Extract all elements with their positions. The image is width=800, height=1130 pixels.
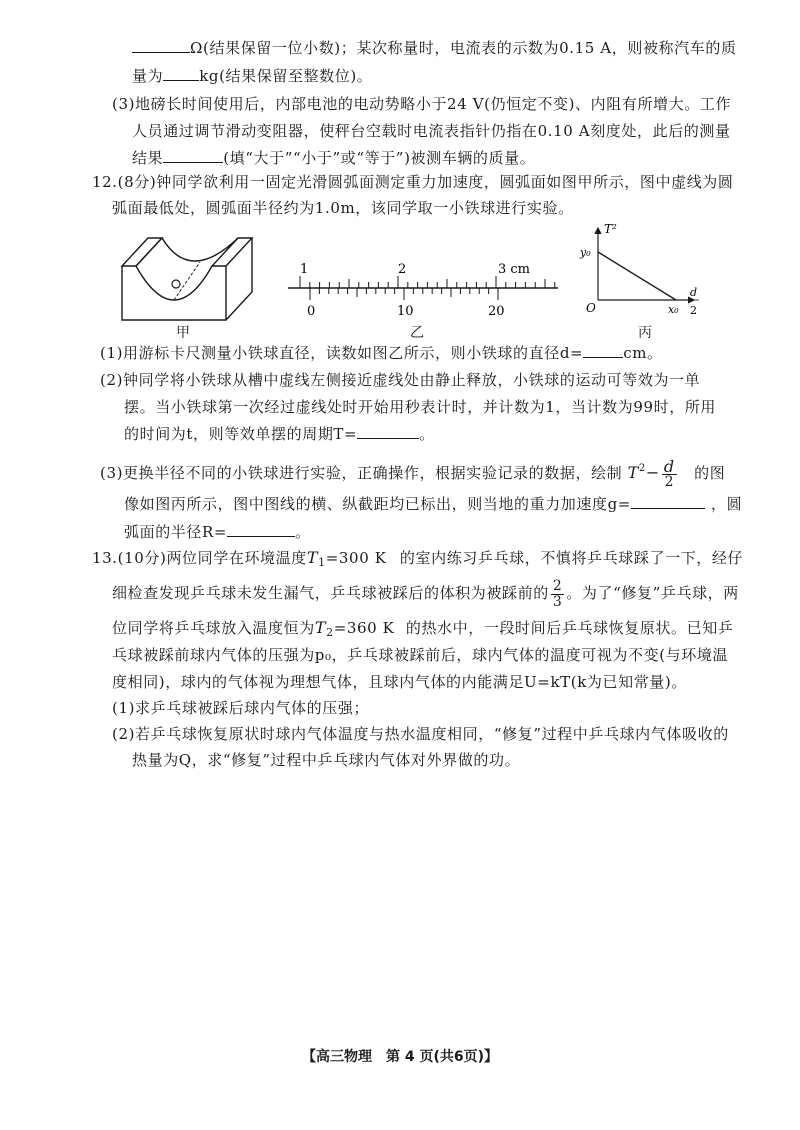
- q12-sub2-line-1: (2)钟同学将小铁球从槽中虚线左侧接近虚线处由静止释放，小铁球的运动可等效为一单: [100, 371, 701, 389]
- figure-jia-arc-block: [118, 224, 258, 324]
- vernier-tick-label: 20: [488, 304, 505, 319]
- q12-sub2-line-2: 摆。当小铁球第一次经过虚线处时开始用秒表计时，并计数为1，当计数为99时，所用: [124, 398, 717, 416]
- q12-sub1: (1)用游标卡尺测量小铁球直径，读数如图乙所示，则小铁球的直径d= cm。: [100, 344, 663, 362]
- q12-sub3-line-3: 弧面的半径R= 。: [124, 523, 311, 541]
- y-axis-label: T²: [604, 222, 617, 236]
- q12-line-2: 弧面最低处，圆弧面半径约为1.0m，该同学取一小铁球进行实验。: [112, 199, 574, 217]
- q13-sub1: (1)求乒乓球被踩后球内气体的压强；: [112, 699, 370, 717]
- iron-ball: [172, 280, 180, 288]
- answer-blank[interactable]: [631, 494, 705, 509]
- prev-line-1: Ω(结果保留一位小数)；某次称量时，电流表的示数为0.15 A，则被称汽车的质: [132, 38, 737, 58]
- x-intercept-label: x₀: [668, 303, 679, 316]
- answer-blank[interactable]: [163, 66, 199, 81]
- prev-line-2: 量为 kg(结果保留至整数位)。: [132, 67, 373, 85]
- q12-sub2-line-3: 的时间为t，则等效单摆的周期T= 。: [124, 425, 435, 443]
- q13-sub2-line-2: 热量为Q，求“修复”过程中乒乓球内气体对外界做的功。: [132, 751, 521, 769]
- vernier-tick-label: 0: [307, 304, 316, 319]
- answer-blank[interactable]: [132, 38, 190, 53]
- caption-bing: 丙: [638, 325, 652, 341]
- q3-line-1: (3)地磅长时间使用后，内部电池的电动势略小于24 V(仍恒定不变)、内阻有所增大。工作: [112, 95, 732, 113]
- q13-line-5: 度相同)，球内的气体视为理想气体，且球内气体的内能满足U=kT(k为已知常量)。: [112, 673, 687, 691]
- vernier-tick-label: 10: [397, 304, 414, 319]
- q13-sub2-line-1: (2)若乒乓球恢复原状时球内气体温度与热水温度相同，“修复”过程中乒乓球内气体吸收的: [112, 725, 729, 743]
- q13-line-3: 位同学将乒乓球放入温度恒为$T_2=360$ K 的热水中，一段时间后乒乓球恢复原状。已知乒: [112, 618, 734, 639]
- caption-yi: 乙: [410, 325, 424, 341]
- answer-blank[interactable]: [163, 148, 223, 163]
- q13-line-2: 细检查发现乒乓球未发生漏气，乒乓球被踩后的体积为被踩前的 $\frac{2}{3}$ 。为了“修复”乒乓球，两: [112, 577, 739, 610]
- q3-line-2: 人员通过调节滑动变阻器，使秤台空载时电流表指针仍指在0.10 A刻度处，此后的测量: [132, 122, 731, 140]
- main-tick-label: 3 cm: [498, 262, 531, 277]
- main-tick-label: 1: [300, 262, 309, 277]
- answer-blank[interactable]: [583, 343, 623, 358]
- answer-blank[interactable]: [227, 522, 295, 537]
- q12-line-1: 12.(8分)钟同学欲利用一固定光滑圆弧面测定重力加速度，圆弧面如图甲所示，图中虚线为圆: [92, 173, 734, 191]
- main-tick-label: 2: [398, 262, 407, 277]
- x-axis-label-num: d: [690, 286, 698, 299]
- page-footer: 【高三物理 第 4 页(共6页)】: [301, 1049, 499, 1065]
- q12-sub3-line-1: (3)更换半径不同的小铁球进行实验，正确操作，根据实验记录的数据，绘制 $T^2-$ $\frac{d}{2}$ 的图: [100, 456, 726, 490]
- q13-line-1: 13.(10分)两位同学在环境温度$T_1=300$ K 的室内练习乒乓球，不慎将乒乓球踩了一下，经仔: [92, 548, 744, 569]
- answer-blank[interactable]: [357, 424, 419, 439]
- q3-line-3: 结果 (填“大于”“小于”或“等于”)被测车辆的质量。: [132, 149, 536, 167]
- y-intercept-label: y₀: [580, 246, 591, 259]
- figure-yi-vernier-scale: [286, 258, 566, 320]
- q13-line-4: 乓球被踩前球内气体的压强为p₀，乒乓球被踩前后，球内气体的温度可视为不变(与环境温: [112, 646, 729, 664]
- q12-sub3-line-2: 像如图丙所示，图中图线的横、纵截距均已标出，则当地的重力加速度g= ，圆: [124, 495, 743, 513]
- graph-line: [598, 252, 676, 300]
- caption-jia: 甲: [176, 325, 190, 341]
- figure-bing-graph: [578, 222, 708, 322]
- origin-label: O: [586, 301, 596, 315]
- x-axis-label-den: 2: [690, 304, 697, 317]
